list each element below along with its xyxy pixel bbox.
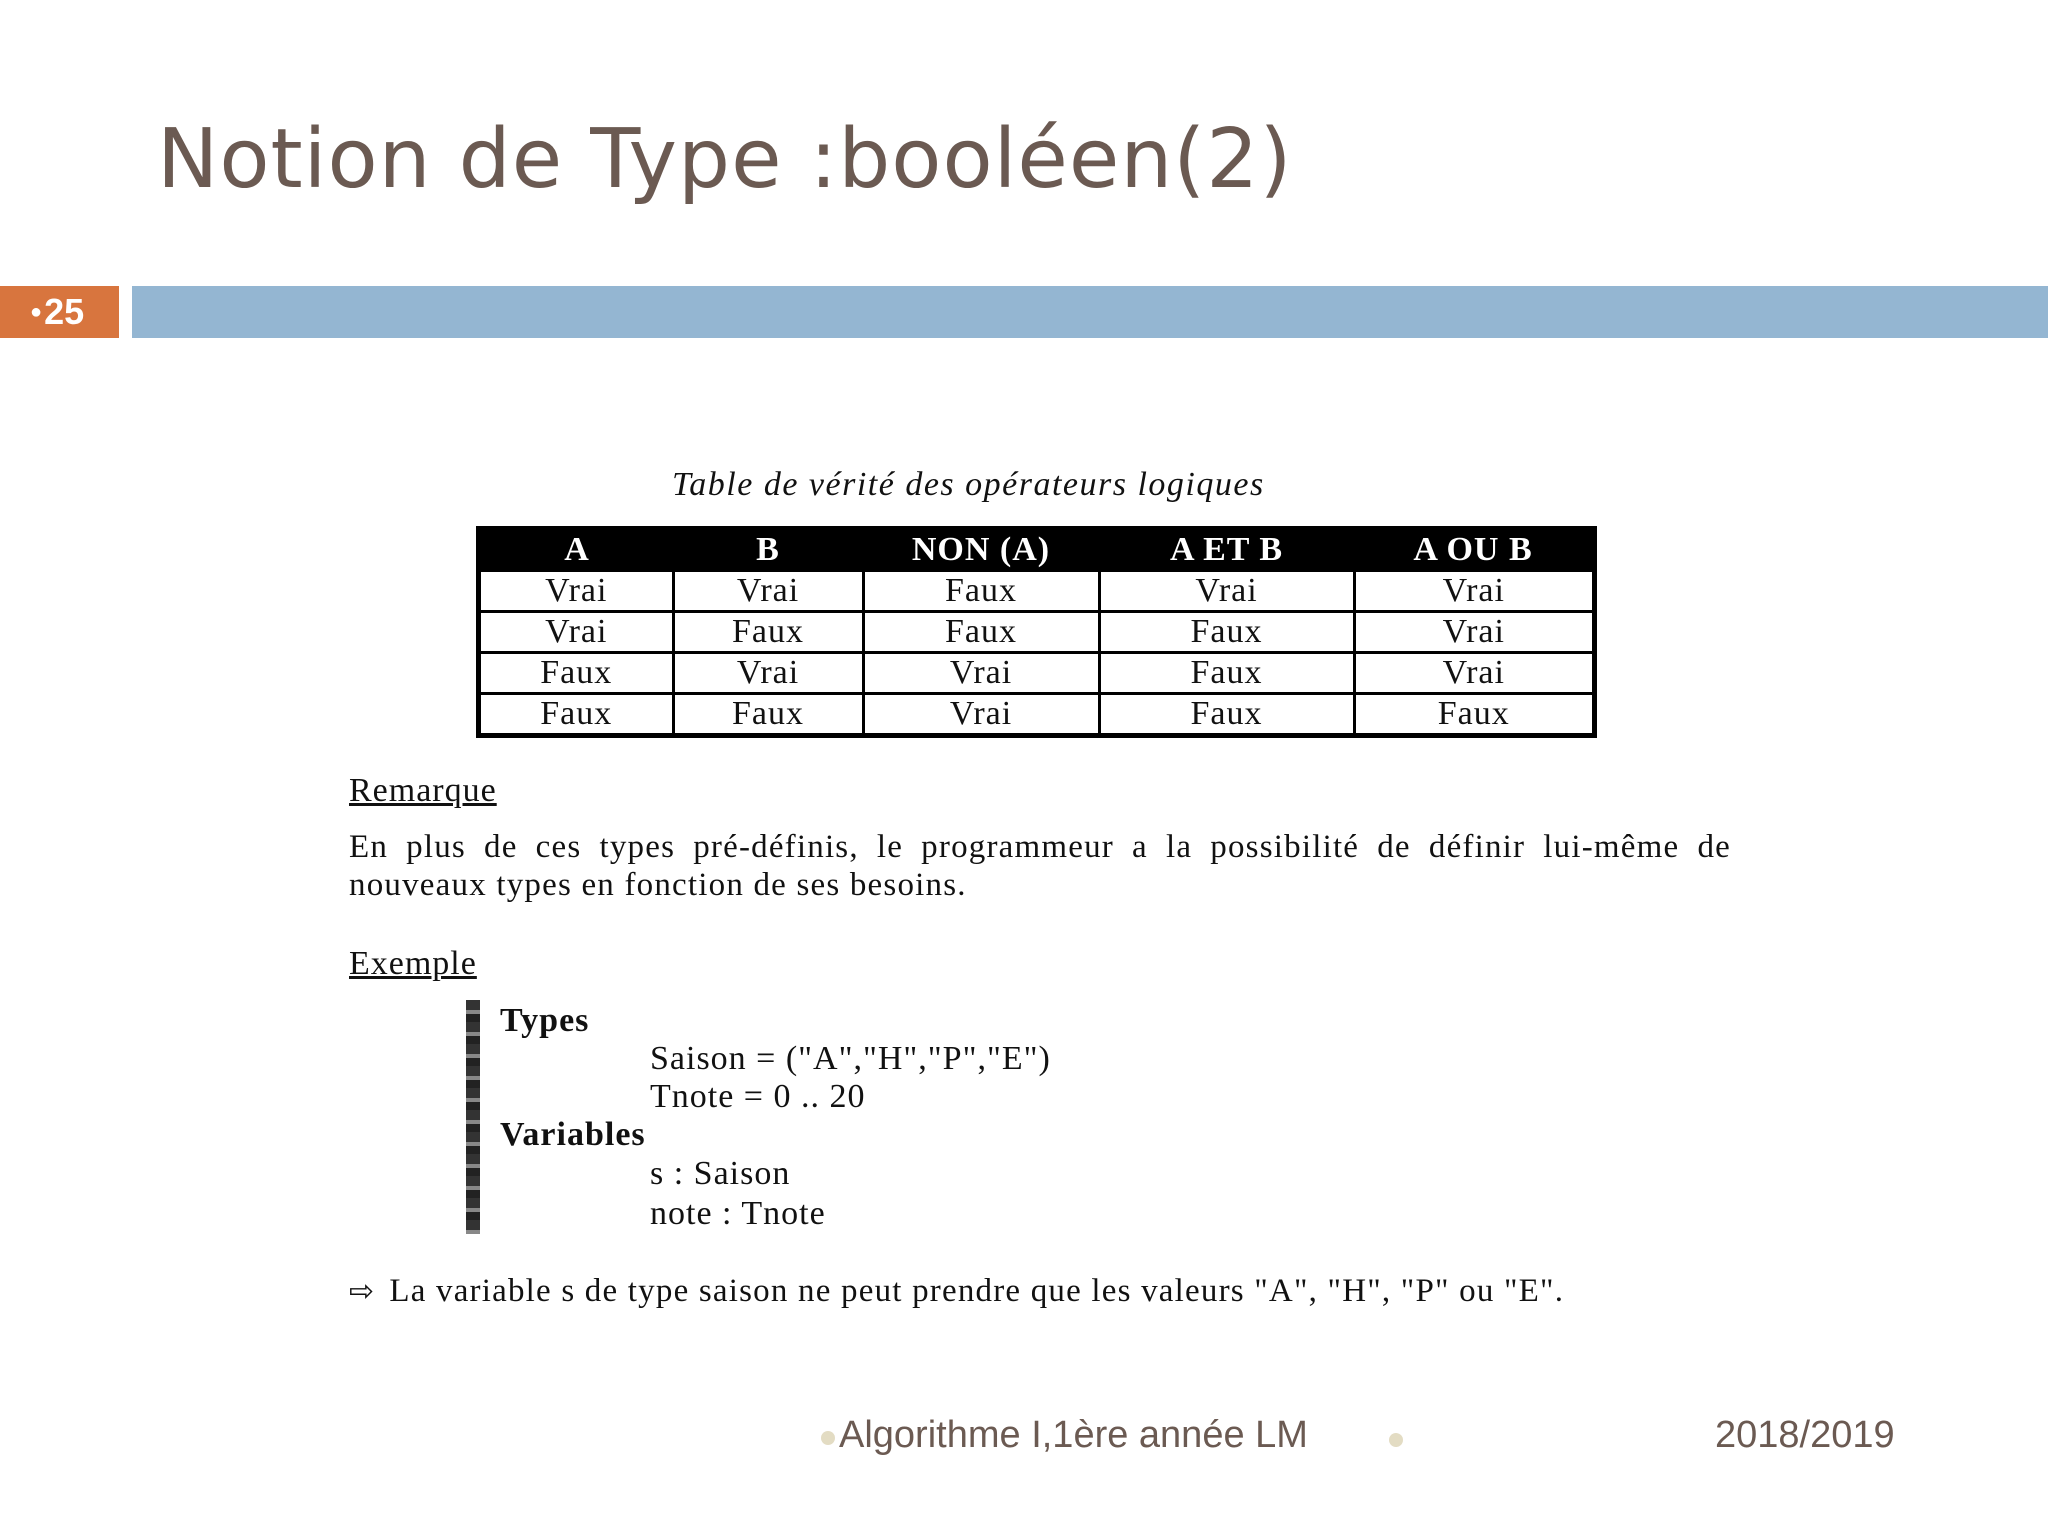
table-row bbox=[479, 571, 1595, 612]
table-cell: Vrai bbox=[479, 612, 674, 653]
code-line-note: note : Tnote bbox=[650, 1195, 826, 1232]
code-line-saison: Saison = ("A","H","P","E") bbox=[650, 1040, 1051, 1077]
remark-text: En plus de ces types pré-définis, le programmeur a la possibilité de définir lui-même de nouveaux types en fonction de ses besoins. bbox=[349, 829, 1731, 903]
header-accent-bar bbox=[132, 286, 2048, 338]
table-cell: Faux bbox=[1099, 612, 1354, 653]
column-header: A ET B bbox=[1099, 529, 1354, 571]
table-cell: Faux bbox=[1099, 694, 1354, 736]
column-header: NON (A) bbox=[863, 529, 1099, 571]
table-row bbox=[479, 612, 1595, 653]
conclusion-sentence: La variable s de type saison ne peut prendre que les valeurs "A", "H", "P" ou "E". bbox=[389, 1273, 1565, 1309]
table-row bbox=[479, 694, 1595, 736]
table-cell: Faux bbox=[863, 571, 1099, 612]
code-margin-bar bbox=[466, 1000, 480, 1234]
table-cell: Faux bbox=[863, 612, 1099, 653]
table-cell: Vrai bbox=[863, 653, 1099, 694]
example-heading: Exemple bbox=[349, 945, 477, 982]
table-cell: Vrai bbox=[1099, 571, 1354, 612]
types-keyword: Types bbox=[500, 1002, 590, 1039]
table-cell: Vrai bbox=[1354, 612, 1595, 653]
table-cell: Faux bbox=[1354, 694, 1595, 736]
table-cell: Faux bbox=[673, 612, 863, 653]
table-cell: Faux bbox=[479, 694, 674, 736]
footer-year: 2018/2019 bbox=[1715, 1414, 1895, 1456]
arrow-right-icon: ⇨ bbox=[349, 1274, 376, 1309]
table-cell: Faux bbox=[479, 653, 674, 694]
slide-number: 25 bbox=[44, 291, 85, 332]
footer-course: Algorithme I,1ère année LM bbox=[839, 1414, 1308, 1456]
table-header-row bbox=[479, 529, 1595, 571]
slide-number-badge bbox=[0, 286, 119, 338]
table-cell: Faux bbox=[1099, 653, 1354, 694]
table-cell: Faux bbox=[673, 694, 863, 736]
table-caption: Table de vérité des opérateurs logiques bbox=[672, 466, 1265, 503]
table-row bbox=[479, 653, 1595, 694]
table-cell: Vrai bbox=[673, 653, 863, 694]
bullet-icon: ● bbox=[30, 300, 43, 323]
table-cell: Vrai bbox=[673, 571, 863, 612]
footer-bullet-icon bbox=[1389, 1433, 1403, 1447]
table-cell: Vrai bbox=[479, 571, 674, 612]
column-header: A bbox=[479, 529, 674, 571]
truth-table bbox=[476, 526, 1597, 738]
remark-heading: Remarque bbox=[349, 772, 497, 809]
code-line-tnote: Tnote = 0 .. 20 bbox=[650, 1078, 866, 1115]
code-line-s: s : Saison bbox=[650, 1155, 791, 1192]
table-cell: Vrai bbox=[1354, 571, 1595, 612]
conclusion-text bbox=[349, 1272, 1731, 1311]
slide-title: Notion de Type :booléen(2) bbox=[157, 112, 1293, 207]
variables-keyword: Variables bbox=[500, 1116, 646, 1153]
footer-bullet-icon bbox=[821, 1431, 835, 1445]
table-cell: Vrai bbox=[1354, 653, 1595, 694]
column-header: A OU B bbox=[1354, 529, 1595, 571]
table-cell: Vrai bbox=[863, 694, 1099, 736]
column-header: B bbox=[673, 529, 863, 571]
